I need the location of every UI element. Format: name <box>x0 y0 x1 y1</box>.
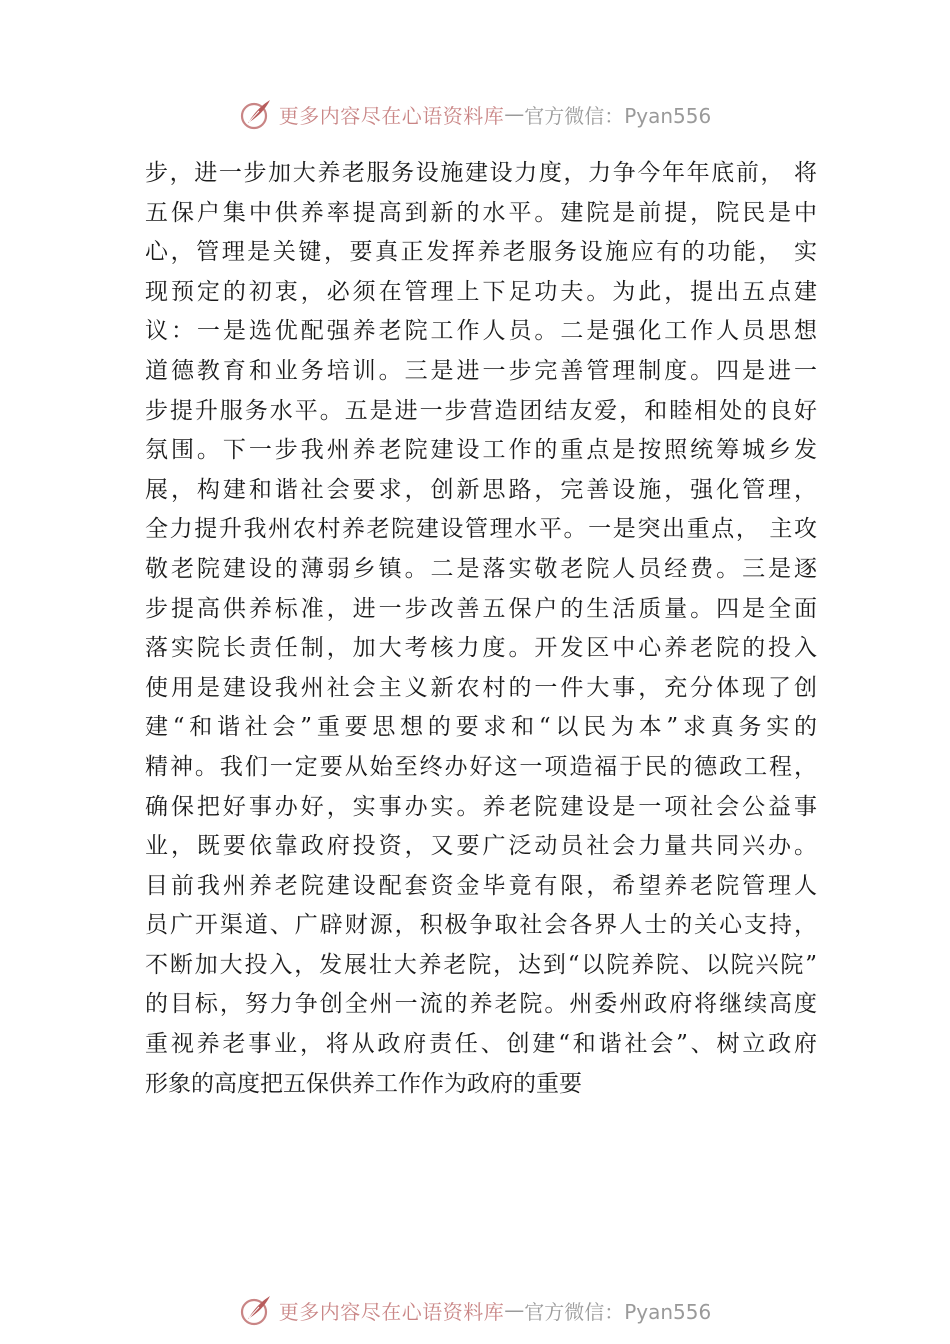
document-body <box>145 154 817 1104</box>
body-line: 步提高供养标准，进一步改善五保户的生活质量。四是全面 <box>145 595 817 622</box>
body-line: 不断加大投入，发展壮大养老院，达到“以院养院、以院兴院” <box>145 951 817 978</box>
body-line: 展，构建和谐社会要求，创新思路，完善设施，强化管理， <box>145 476 817 503</box>
body-line: 使用是建设我州社会主义新农村的一件大事，充分体现了创 <box>145 674 817 701</box>
watermark-dash: — <box>504 102 525 126</box>
body-line: 确保把好事办好，实事办实。养老院建设是一项社会公益事 <box>145 793 817 820</box>
watermark-site-text: 更多内容尽在心语资料库 <box>278 103 505 128</box>
body-line: 的目标，努力争创全州一流的养老院。州委州政府将继续高度 <box>145 991 817 1018</box>
body-line: 重视养老事业，将从政府责任、创建“和谐社会”、树立政府 <box>145 1031 817 1058</box>
body-line: 心，管理是关键，要真正发挥养老服务设施应有的功能， 实 <box>145 239 817 266</box>
body-line: 目前我州养老院建设配套资金毕竟有限，希望养老院管理人 <box>145 872 817 899</box>
body-line: 现预定的初衷，必须在管理上下足功夫。为此，提出五点建 <box>145 278 817 305</box>
footer-watermark <box>0 1290 950 1330</box>
body-line: 步，进一步加大养老服务设施建设力度，力争今年年底前， 将 <box>145 160 817 186</box>
watermark-wechat-text: 官方微信：Pyan556 <box>524 1299 712 1324</box>
body-line: 建“和谐社会”重要思想的要求和“以民为本”求真务实的 <box>145 714 817 741</box>
watermark-dash: — <box>504 1298 525 1322</box>
body-line: 业，既要依靠政府投资，又要广泛动员社会力量共同兴办。 <box>145 833 817 860</box>
body-line: 落实院长责任制，加大考核力度。开发区中心养老院的投入 <box>145 635 817 662</box>
body-line: 敬老院建设的薄弱乡镇。二是落实敬老院人员经费。三是逐 <box>145 555 817 582</box>
body-line: 步提升服务水平。五是进一步营造团结友爱，和睦相处的良好 <box>145 397 817 424</box>
body-line: 议：一是选优配强养老院工作人员。二是强化工作人员思想 <box>145 318 817 345</box>
watermark-wechat-text: 官方微信：Pyan556 <box>524 103 712 128</box>
body-line: 五保户集中供养率提高到新的水平。建院是前提，院民是中 <box>145 199 817 226</box>
body-line: 精神。我们一定要从始至终办好这一项造福于民的德政工程， <box>145 753 817 780</box>
body-line: 员广开渠道、广辟财源，积极争取社会各界人士的关心支持， <box>145 912 817 939</box>
feather-quill-icon <box>239 97 273 131</box>
header-watermark <box>0 94 950 134</box>
body-line: 形象的高度把五保供养工作作为政府的重要 <box>145 1070 582 1097</box>
watermark-site-text: 更多内容尽在心语资料库 <box>278 1299 505 1324</box>
feather-quill-icon <box>239 1293 273 1327</box>
body-line: 道德教育和业务培训。三是进一步完善管理制度。四是进一 <box>145 357 817 384</box>
body-line: 氛围。下一步我州养老院建设工作的重点是按照统筹城乡发 <box>145 437 817 464</box>
body-line: 全力提升我州农村养老院建设管理水平。一是突出重点， 主攻 <box>145 516 817 543</box>
